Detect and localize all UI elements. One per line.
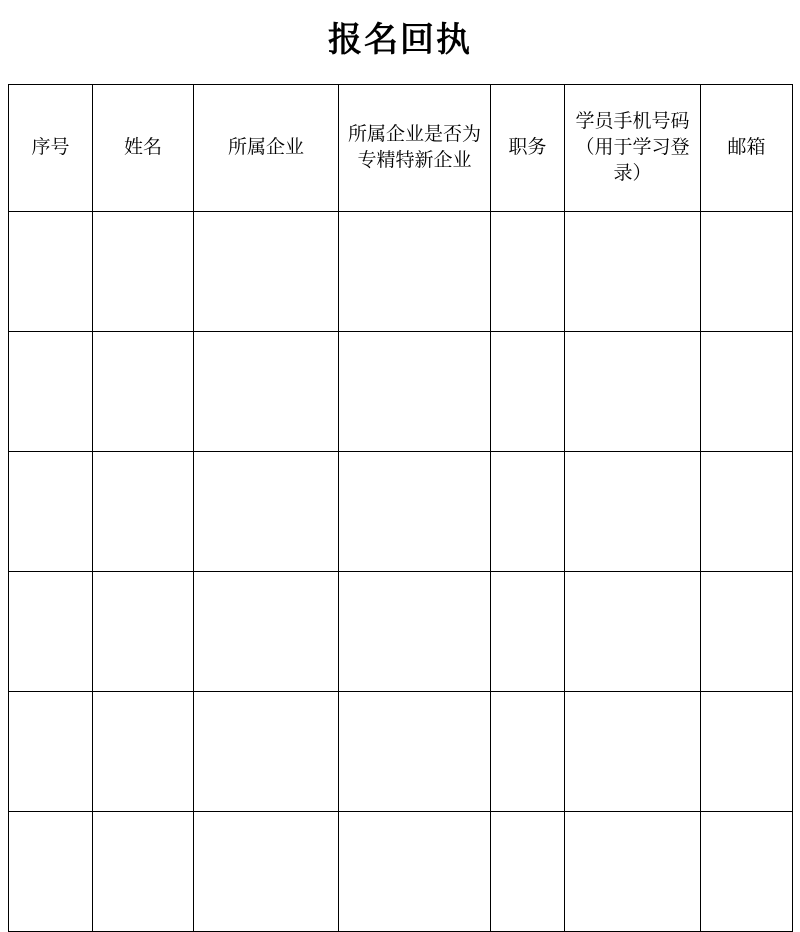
cell-company[interactable]	[194, 452, 339, 572]
table-row	[9, 572, 793, 692]
cell-company[interactable]	[194, 572, 339, 692]
cell-name[interactable]	[93, 212, 194, 332]
cell-name[interactable]	[93, 692, 194, 812]
cell-index[interactable]	[9, 692, 93, 812]
table-body	[9, 212, 793, 932]
cell-position[interactable]	[491, 692, 565, 812]
cell-specialized-new[interactable]	[339, 452, 491, 572]
cell-specialized-new[interactable]	[339, 812, 491, 932]
cell-name[interactable]	[93, 572, 194, 692]
cell-position[interactable]	[491, 572, 565, 692]
cell-email[interactable]	[701, 452, 793, 572]
table-row	[9, 212, 793, 332]
cell-company[interactable]	[194, 692, 339, 812]
cell-specialized-new[interactable]	[339, 692, 491, 812]
cell-position[interactable]	[491, 332, 565, 452]
cell-position[interactable]	[491, 812, 565, 932]
cell-specialized-new[interactable]	[339, 572, 491, 692]
column-header-company: 所属企业	[194, 85, 339, 212]
cell-index[interactable]	[9, 452, 93, 572]
cell-email[interactable]	[701, 332, 793, 452]
cell-index[interactable]	[9, 332, 93, 452]
table-header	[9, 85, 793, 212]
column-header-name: 姓名	[93, 85, 194, 212]
table-row	[9, 812, 793, 932]
column-header-index: 序号	[9, 85, 93, 212]
cell-company[interactable]	[194, 332, 339, 452]
cell-position[interactable]	[491, 452, 565, 572]
column-header-email: 邮箱	[701, 85, 793, 212]
cell-mobile[interactable]	[565, 212, 701, 332]
cell-email[interactable]	[701, 692, 793, 812]
cell-position[interactable]	[491, 212, 565, 332]
cell-index[interactable]	[9, 572, 93, 692]
cell-name[interactable]	[93, 332, 194, 452]
page-title: 报名回执	[328, 20, 472, 60]
column-header-mobile: 学员手机号码（用于学习登录）	[565, 85, 701, 212]
table-row	[9, 332, 793, 452]
table-row	[9, 692, 793, 812]
table-row	[9, 452, 793, 572]
cell-mobile[interactable]	[565, 812, 701, 932]
cell-email[interactable]	[701, 812, 793, 932]
cell-email[interactable]	[701, 572, 793, 692]
cell-index[interactable]	[9, 212, 93, 332]
registration-table	[8, 84, 793, 932]
registration-table-container	[8, 84, 792, 932]
cell-name[interactable]	[93, 812, 194, 932]
cell-name[interactable]	[93, 452, 194, 572]
cell-index[interactable]	[9, 812, 93, 932]
cell-mobile[interactable]	[565, 452, 701, 572]
cell-specialized-new[interactable]	[339, 212, 491, 332]
column-header-position: 职务	[491, 85, 565, 212]
cell-company[interactable]	[194, 812, 339, 932]
table-header-row	[9, 85, 793, 212]
cell-mobile[interactable]	[565, 332, 701, 452]
cell-email[interactable]	[701, 212, 793, 332]
cell-mobile[interactable]	[565, 692, 701, 812]
cell-company[interactable]	[194, 212, 339, 332]
cell-specialized-new[interactable]	[339, 332, 491, 452]
column-header-specialized-new: 所属企业是否为专精特新企业	[339, 85, 491, 212]
cell-mobile[interactable]	[565, 572, 701, 692]
